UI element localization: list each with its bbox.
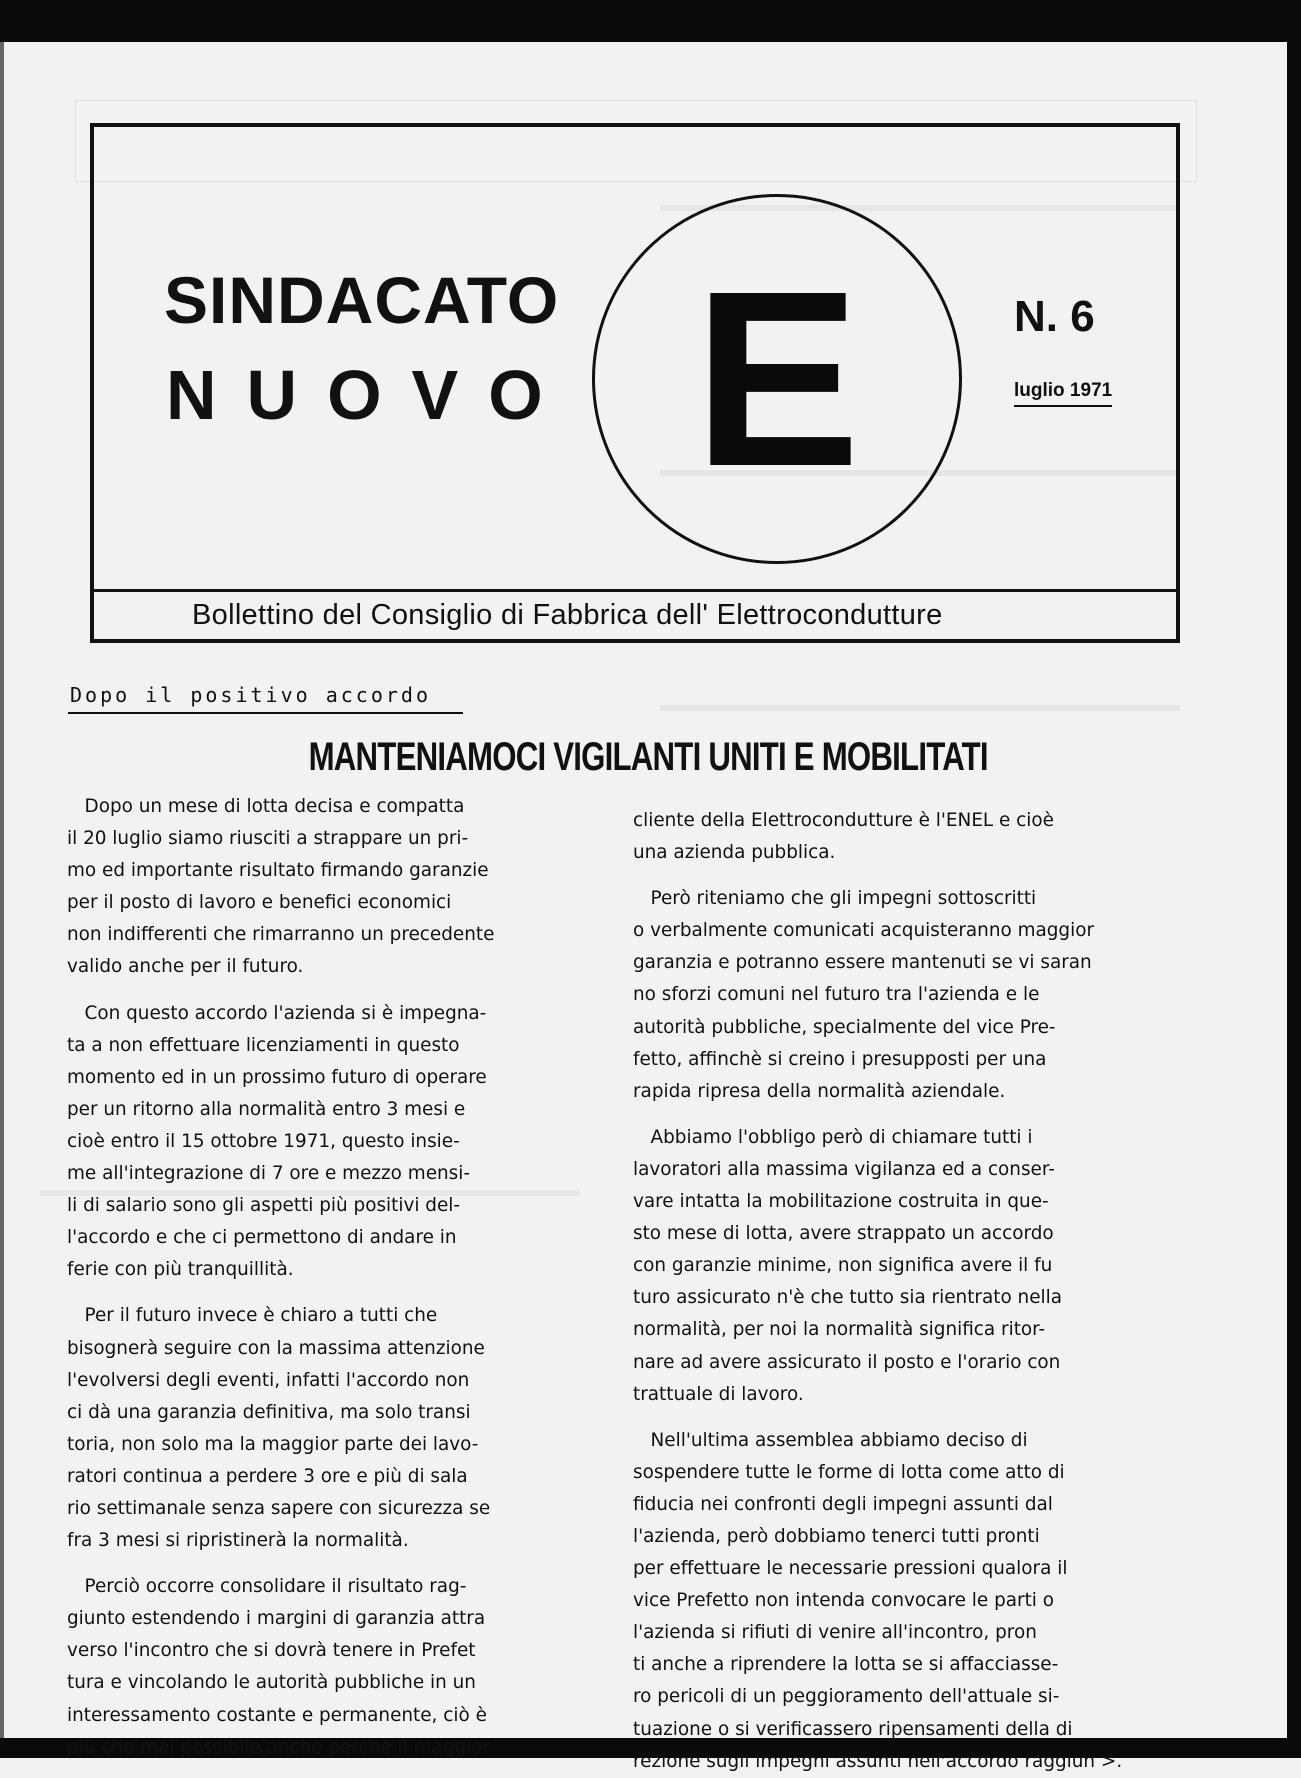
article-line: fra 3 mesi si ripristinerà la normalità.	[67, 1530, 409, 1552]
paragraph-gap	[633, 1108, 1175, 1122]
masthead-divider	[94, 589, 1176, 592]
article-line: l'azienda si rifiuti di venire all'incontro, pron	[633, 1622, 1037, 1644]
article-line: verso l'incontro che si dovrà tenere in Prefet	[67, 1640, 476, 1662]
article-line: fetto, affinchè si creino i presupposti per una	[633, 1048, 1047, 1070]
article-line: l'evolversi degli eventi, infatti l'accordo non	[67, 1369, 470, 1391]
paragraph-gap	[633, 869, 1175, 883]
article-line: una azienda pubblica.	[633, 842, 836, 864]
scan-right-border	[1287, 0, 1301, 1758]
article-line: cioè entro il 15 ottobre 1971, questo insie-	[67, 1130, 460, 1152]
article-column-left	[67, 791, 587, 1764]
article-line: ta a non effettuare licenziamenti in questo	[67, 1034, 460, 1056]
article-line: mo ed importante risultato firmando garanzie	[67, 860, 489, 882]
article-line: Con questo accordo l'azienda si è impegna-	[67, 1002, 487, 1024]
article-headline: MANTENIAMOCI VIGILANTI UNITI E MOBILITATI	[308, 735, 988, 779]
article-line: sto mese di lotta, avere strappato un accordo	[633, 1223, 1054, 1245]
article-line: me all'integrazione di 7 ore e mezzo mensi-	[67, 1163, 470, 1185]
article-line: tuazione o si verificassero ripensamenti della di	[633, 1718, 1073, 1740]
kicker-underline	[68, 712, 463, 714]
article-line: cliente della Elettrocondutture è l'ENEL e cioè	[633, 810, 1054, 831]
masthead-box	[90, 123, 1180, 643]
article-line: momento ed in un prossimo futuro di operare	[67, 1066, 487, 1088]
article-line: valido anche per il futuro.	[67, 956, 304, 978]
article-line: Però riteniamo che gli impegni sottoscritti	[633, 888, 1037, 910]
article-line: giunto estendendo i margini di garanzia attra	[67, 1608, 486, 1630]
article-line: Abbiamo l'obbligo però di chiamare tutti i	[633, 1126, 1033, 1148]
article-line: nare ad avere assicurato il posto e l'orario con	[633, 1351, 1061, 1373]
article-line: vice Prefetto non intenda convocare le parti o	[633, 1590, 1054, 1612]
article-line: sospendere tutte le forme di lotta come atto di	[633, 1461, 1065, 1483]
article-line: rio settimanale senza sapere con sicurezza se	[67, 1497, 491, 1519]
masthead-emblem-letter: E	[693, 239, 861, 518]
masthead-emblem	[592, 194, 962, 564]
article-line: con garanzie minime, non significa avere il fu	[633, 1255, 1053, 1277]
article-line: tura e vincolando le autorità pubbliche in un	[67, 1672, 476, 1694]
article-line: per effettuare le necessarie pressioni qualora il	[633, 1558, 1068, 1580]
article-line: toria, non solo ma la maggior parte dei lavo-	[67, 1433, 479, 1455]
article-line: rapida ripresa della normalità aziendale.	[633, 1080, 1006, 1102]
article-line: ratori continua a perdere 3 ore e più di sala	[67, 1465, 468, 1487]
issue-date: luglio 1971	[1014, 380, 1112, 407]
article-line: turo assicurato n'è che tutto sia rientrato nella	[633, 1287, 1063, 1309]
masthead-title-line-1: SINDACATO	[164, 263, 560, 337]
article-line: trattuale di lavoro.	[633, 1383, 804, 1405]
article-line: fiducia nei confronti degli impegni assunti dal	[633, 1493, 1053, 1515]
scan-top-border	[0, 0, 1301, 42]
article-line: ro pericoli di un peggioramento dell'attuale si-	[633, 1686, 1060, 1708]
article-line: per il posto di lavoro e benefici economici	[67, 892, 452, 914]
article-line: garanzia e potranno essere mantenuti se vi saran	[633, 952, 1092, 974]
article-line: Per il futuro invece è chiaro a tutti che	[67, 1305, 438, 1327]
paragraph-gap	[67, 1557, 587, 1571]
article-line: per un ritorno alla normalità entro 3 mesi e	[67, 1098, 466, 1120]
article-line: autorità pubbliche, specialmente del vice Pre-	[633, 1016, 1056, 1038]
article-line: ferie con più tranquillità.	[67, 1259, 294, 1281]
article-line: normalità, per noi la normalità significa ritor-	[633, 1319, 1046, 1341]
paragraph-gap	[67, 1286, 587, 1300]
article-line: Nell'ultima assemblea abbiamo deciso di	[633, 1429, 1028, 1451]
article-column-right	[633, 805, 1175, 1778]
article-line: ti anche a riprendere la lotta se si affacciasse-	[633, 1654, 1059, 1676]
article-line: rezione sugli impegni assunti nell'accordo raggiun >.	[633, 1750, 1123, 1772]
article-line: Dopo un mese di lotta decisa e compatta	[67, 796, 465, 817]
article-line: bisognerà seguire con la massima attenzione	[67, 1337, 485, 1359]
article-line: lavoratori alla massima vigilanza ed a conser-	[633, 1158, 1055, 1180]
paragraph-gap	[633, 1411, 1175, 1425]
article-line: o verbalmente comunicati acquisteranno maggior	[633, 920, 1095, 942]
article-line: l'azienda, però dobbiamo tenerci tutti pronti	[633, 1525, 1040, 1547]
article-line: vare intatta la mobilitazione costruita in que-	[633, 1191, 1049, 1213]
article-line: interessamento costante e permanente, ciò è	[67, 1704, 487, 1726]
article-line: no sforzi comuni nel futuro tra l'azienda e le	[633, 984, 1040, 1006]
scan-left-edge	[0, 42, 4, 1738]
article-line: li di salario sono gli aspetti più positivi del-	[67, 1195, 461, 1217]
paragraph-gap	[67, 984, 587, 998]
masthead-title-line-2: NUOVO	[166, 356, 573, 434]
article-line: ci dà una garanzia definitiva, ma solo transi	[67, 1401, 471, 1423]
article-line: il 20 luglio siamo riusciti a strappare un pri-	[67, 828, 469, 850]
article-line: più che mai possibile anche perchè il maggior	[67, 1736, 491, 1758]
article-kicker: Dopo il positivo accordo	[70, 683, 431, 707]
article-line: l'accordo e che ci permettono di andare in	[67, 1227, 457, 1249]
masthead-subtitle: Bollettino del Consiglio di Fabbrica dell' Elettrocondutture	[192, 599, 943, 631]
issue-number: N. 6	[1014, 292, 1095, 341]
article-line: Perciò occorre consolidare il risultato rag-	[67, 1576, 467, 1598]
article-line: non indifferenti che rimarranno un precedente	[67, 924, 495, 946]
